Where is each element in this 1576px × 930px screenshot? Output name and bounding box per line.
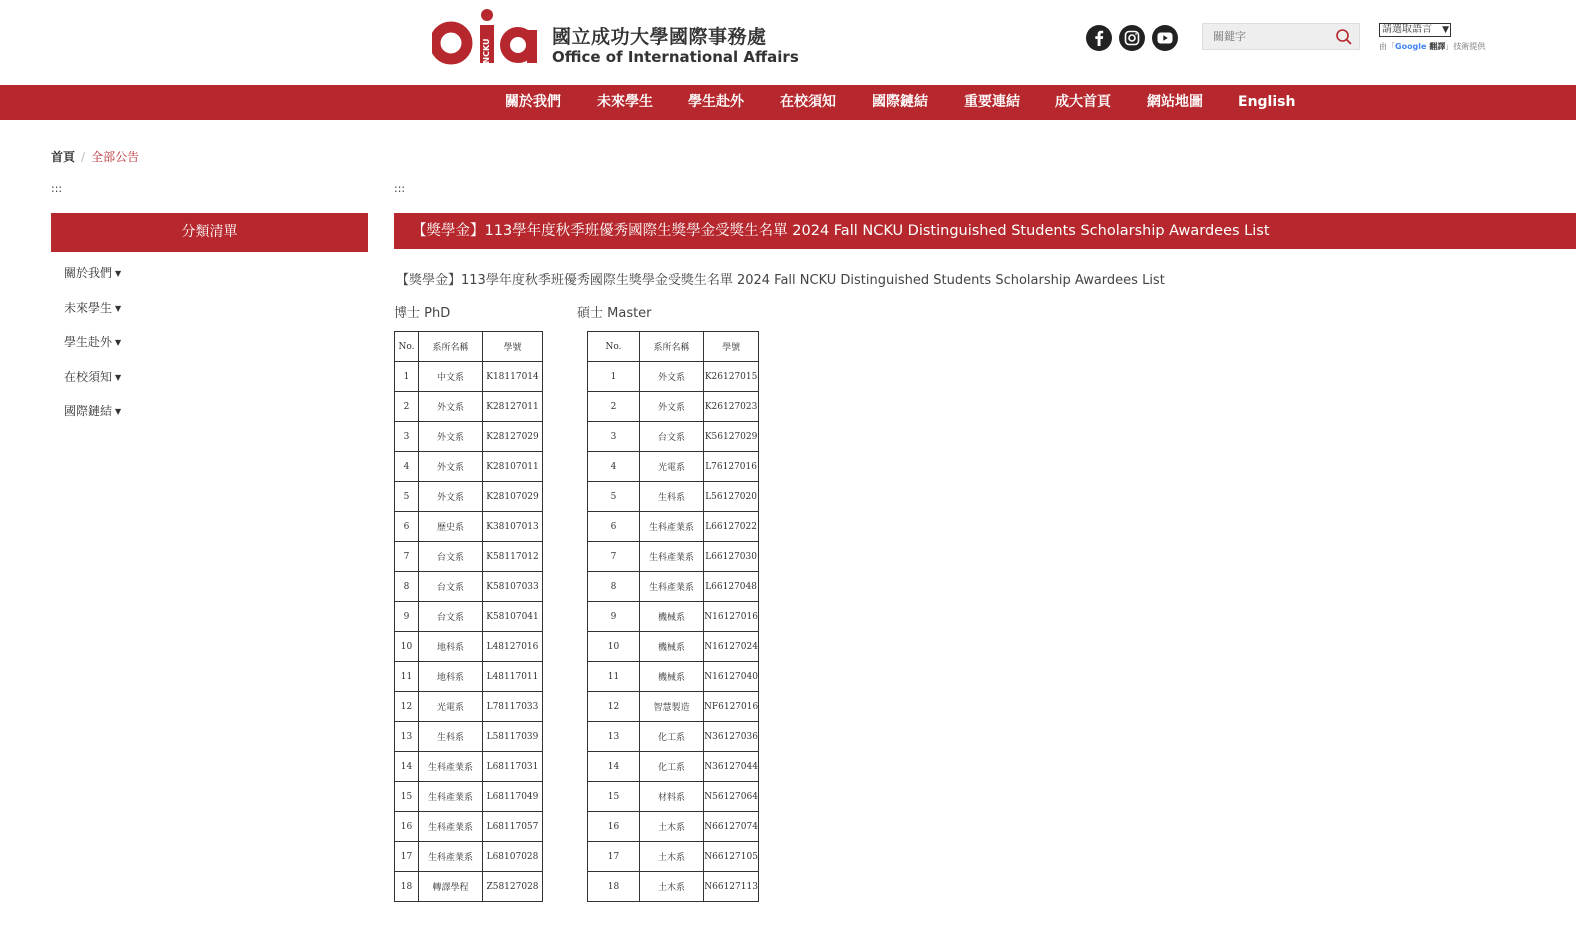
main-nav	[0, 85, 1576, 120]
student-id-cell: K18117014	[483, 362, 543, 392]
student-id-cell: K26127015	[704, 362, 759, 392]
row-number: 4	[395, 452, 419, 482]
credit-prefix: 由「	[1379, 42, 1395, 51]
row-number: 5	[588, 482, 640, 512]
department-cell: 土木系	[640, 872, 704, 902]
row-number: 2	[395, 392, 419, 422]
row-number: 1	[395, 362, 419, 392]
google-logo-text: Google	[1395, 42, 1427, 51]
chevron-down-icon: ▼	[1442, 25, 1449, 35]
row-number: 11	[588, 662, 640, 692]
row-number: 9	[395, 602, 419, 632]
department-cell: 化工系	[640, 752, 704, 782]
table-row	[588, 392, 759, 422]
youtube-icon	[1157, 32, 1173, 44]
department-cell: 外文系	[419, 482, 483, 512]
column-header: 系所名稱	[419, 332, 483, 362]
department-cell: 化工系	[640, 722, 704, 752]
sidebar-item-label: 未來學生	[64, 301, 113, 315]
master-awardee-table	[587, 331, 759, 902]
nav-about[interactable]: 關於我們	[505, 94, 561, 110]
student-id-cell: N36127036	[704, 722, 759, 752]
nav-on-campus[interactable]: 在校須知	[780, 94, 836, 110]
row-number: 3	[395, 422, 419, 452]
sidebar-item-label: 學生赴外	[64, 335, 113, 349]
department-cell: 外文系	[419, 422, 483, 452]
caret-down-icon: ▼	[115, 338, 122, 347]
row-number: 6	[395, 512, 419, 542]
table-row	[395, 752, 543, 782]
row-number: 15	[588, 782, 640, 812]
column-header: No.	[588, 332, 640, 362]
row-number: 10	[395, 632, 419, 662]
youtube-link[interactable]	[1152, 25, 1178, 51]
logo-ncku-text: NCKU	[482, 38, 491, 64]
table-row	[395, 572, 543, 602]
table-row	[395, 542, 543, 572]
student-id-cell: N56127064	[704, 782, 759, 812]
department-cell: 材料系	[640, 782, 704, 812]
department-cell: 生科系	[419, 722, 483, 752]
search-icon[interactable]	[1335, 28, 1353, 46]
credit-translate[interactable]: 翻譯	[1426, 42, 1446, 51]
breadcrumb	[51, 148, 139, 165]
row-number: 9	[588, 602, 640, 632]
department-cell: 生科系	[640, 482, 704, 512]
department-cell: 光電系	[640, 452, 704, 482]
oia-logo[interactable]	[432, 8, 538, 68]
master-table-label: 碩士 Master	[577, 306, 652, 321]
student-id-cell: Z58127028	[483, 872, 543, 902]
row-number: 8	[588, 572, 640, 602]
nav-important-links[interactable]: 重要連結	[964, 94, 1020, 110]
student-id-cell: L68107028	[483, 842, 543, 872]
department-cell: 外文系	[640, 362, 704, 392]
row-number: 14	[395, 752, 419, 782]
table-row	[588, 362, 759, 392]
table-row	[395, 692, 543, 722]
table-row	[588, 692, 759, 722]
row-number: 8	[395, 572, 419, 602]
row-number: 7	[588, 542, 640, 572]
student-id-cell: N36127044	[704, 752, 759, 782]
table-row	[588, 782, 759, 812]
table-row	[588, 662, 759, 692]
row-number: 2	[588, 392, 640, 422]
instagram-icon	[1124, 30, 1140, 46]
department-cell: 生科產業系	[419, 752, 483, 782]
department-cell: 光電系	[419, 692, 483, 722]
table-row	[588, 722, 759, 752]
row-number: 16	[588, 812, 640, 842]
row-number: 6	[588, 512, 640, 542]
student-id-cell: L68117031	[483, 752, 543, 782]
student-id-cell: L66127022	[704, 512, 759, 542]
nav-global-links[interactable]: 國際鏈結	[872, 94, 928, 110]
credit-suffix: 」技術提供	[1445, 42, 1486, 51]
nav-sitemap[interactable]: 網站地圖	[1147, 94, 1203, 110]
student-id-cell: K38107013	[483, 512, 543, 542]
department-cell: 生科產業系	[640, 512, 704, 542]
sidebar-item-on-campus[interactable]	[64, 368, 121, 385]
search-input[interactable]	[1203, 24, 1333, 49]
row-number: 18	[395, 872, 419, 902]
table-row	[395, 662, 543, 692]
breadcrumb-separator: /	[81, 150, 86, 164]
table-row	[588, 452, 759, 482]
table-row	[588, 572, 759, 602]
caret-down-icon: ▼	[115, 304, 122, 313]
site-title-en: Office of International Affairs	[552, 48, 799, 66]
nav-outbound[interactable]: 學生赴外	[688, 94, 744, 110]
column-header: 系所名稱	[640, 332, 704, 362]
department-cell: 台文系	[419, 602, 483, 632]
department-cell: 機械系	[640, 632, 704, 662]
row-number: 13	[395, 722, 419, 752]
student-id-cell: K58107041	[483, 602, 543, 632]
facebook-link[interactable]	[1086, 25, 1112, 51]
department-cell: 外文系	[419, 452, 483, 482]
department-cell: 台文系	[419, 572, 483, 602]
sidebar-item-outbound[interactable]	[64, 333, 121, 350]
caret-down-icon: ▼	[115, 269, 122, 278]
department-cell: 外文系	[419, 392, 483, 422]
row-number: 7	[395, 542, 419, 572]
student-id-cell: L48127016	[483, 632, 543, 662]
table-row	[395, 782, 543, 812]
column-header: 學號	[704, 332, 759, 362]
student-id-cell: K28127011	[483, 392, 543, 422]
nav-ncku-home[interactable]: 成大首頁	[1055, 94, 1111, 110]
breadcrumb-current: 全部公告	[91, 150, 140, 164]
breadcrumb-home[interactable]: 首頁	[51, 150, 76, 164]
row-number: 12	[588, 692, 640, 722]
row-number: 17	[588, 842, 640, 872]
article-subtitle: 【獎學金】113學年度秋季班優秀國際生獎學金受獎生名單 2024 Fall NCKU Distinguished Students Scholarship Awardees List	[396, 273, 1165, 288]
row-number: 11	[395, 662, 419, 692]
student-id-cell: N16127040	[704, 662, 759, 692]
student-id-cell: L78117033	[483, 692, 543, 722]
sidebar-item-about[interactable]	[64, 264, 121, 281]
student-id-cell: K28127029	[483, 422, 543, 452]
language-select[interactable]	[1379, 23, 1451, 37]
accesskey-sidebar[interactable]: :::	[51, 182, 63, 195]
student-id-cell: K28107029	[483, 482, 543, 512]
table-row	[588, 422, 759, 452]
table-row	[395, 362, 543, 392]
student-id-cell: L76127016	[704, 452, 759, 482]
student-id-cell: L66127030	[704, 542, 759, 572]
department-cell: 生科產業系	[419, 812, 483, 842]
row-number: 1	[588, 362, 640, 392]
department-cell: 台文系	[640, 422, 704, 452]
table-header-row	[395, 332, 543, 362]
student-id-cell: L48117011	[483, 662, 543, 692]
student-id-cell: N66127105	[704, 842, 759, 872]
student-id-cell: K26127023	[704, 392, 759, 422]
phd-awardee-table	[394, 331, 543, 902]
sidebar-item-label: 關於我們	[64, 266, 113, 280]
student-id-cell: L66127048	[704, 572, 759, 602]
search-box	[1202, 23, 1360, 50]
table-row	[395, 602, 543, 632]
row-number: 15	[395, 782, 419, 812]
facebook-icon	[1092, 30, 1106, 46]
article-title: 【獎學金】113學年度秋季班優秀國際生獎學金受獎生名單 2024 Fall NCKU Distinguished Students Scholarship Awardees List	[394, 213, 1576, 249]
table-row	[588, 632, 759, 662]
student-id-cell: N66127113	[704, 872, 759, 902]
department-cell: 智慧製造	[640, 692, 704, 722]
student-id-cell: K28107011	[483, 452, 543, 482]
oia-logo-graphic	[432, 8, 538, 68]
table-header-row	[588, 332, 759, 362]
department-cell: 機械系	[640, 662, 704, 692]
sidebar-item-label: 在校須知	[64, 370, 113, 384]
instagram-link[interactable]	[1119, 25, 1145, 51]
department-cell: 外文系	[640, 392, 704, 422]
table-row	[395, 722, 543, 752]
caret-down-icon: ▼	[115, 407, 122, 416]
department-cell: 歷史系	[419, 512, 483, 542]
table-row	[588, 812, 759, 842]
row-number: 16	[395, 812, 419, 842]
table-row	[395, 842, 543, 872]
accesskey-main[interactable]: :::	[394, 182, 406, 195]
department-cell: 生科產業系	[640, 542, 704, 572]
table-row	[588, 482, 759, 512]
department-cell: 生科產業系	[640, 572, 704, 602]
sidebar-item-label: 國際鏈結	[64, 404, 113, 418]
table-row	[588, 602, 759, 632]
caret-down-icon: ▼	[115, 373, 122, 382]
department-cell: 台文系	[419, 542, 483, 572]
nav-future-students[interactable]: 未來學生	[597, 94, 653, 110]
row-number: 13	[588, 722, 640, 752]
language-select-value: 請選取語言	[1382, 24, 1432, 35]
department-cell: 土木系	[640, 812, 704, 842]
department-cell: 生科產業系	[419, 782, 483, 812]
department-cell: 機械系	[640, 602, 704, 632]
department-cell: 生科產業系	[419, 842, 483, 872]
table-row	[395, 482, 543, 512]
student-id-cell: NF6127016	[704, 692, 759, 722]
row-number: 18	[588, 872, 640, 902]
department-cell: 地科系	[419, 662, 483, 692]
table-row	[588, 512, 759, 542]
table-row	[395, 872, 543, 902]
table-row	[395, 512, 543, 542]
sidebar-item-global-links[interactable]	[64, 402, 121, 419]
column-header: 學號	[483, 332, 543, 362]
table-row	[588, 542, 759, 572]
sidebar-heading: 分類清單	[51, 213, 368, 252]
row-number: 4	[588, 452, 640, 482]
table-row	[588, 752, 759, 782]
table-row	[395, 812, 543, 842]
nav-english[interactable]: English	[1238, 94, 1296, 110]
site-title-zh: 國立成功大學國際事務處	[552, 26, 767, 48]
student-id-cell: N66127074	[704, 812, 759, 842]
department-cell: 地科系	[419, 632, 483, 662]
table-row	[395, 632, 543, 662]
student-id-cell: L68117057	[483, 812, 543, 842]
phd-table-label: 博士 PhD	[394, 306, 451, 321]
table-row	[395, 392, 543, 422]
student-id-cell: N16127024	[704, 632, 759, 662]
student-id-cell: L56127020	[704, 482, 759, 512]
row-number: 17	[395, 842, 419, 872]
row-number: 14	[588, 752, 640, 782]
department-cell: 中文系	[419, 362, 483, 392]
student-id-cell: K56127029	[704, 422, 759, 452]
row-number: 10	[588, 632, 640, 662]
student-id-cell: K58107033	[483, 572, 543, 602]
department-cell: 土木系	[640, 842, 704, 872]
department-cell: 轉譯學程	[419, 872, 483, 902]
sidebar-item-future-students[interactable]	[64, 299, 121, 316]
table-row	[395, 452, 543, 482]
table-row	[588, 872, 759, 902]
google-translate-credit	[1379, 41, 1485, 52]
student-id-cell: L58117039	[483, 722, 543, 752]
row-number: 3	[588, 422, 640, 452]
student-id-cell: L68117049	[483, 782, 543, 812]
student-id-cell: K58117012	[483, 542, 543, 572]
student-id-cell: N16127016	[704, 602, 759, 632]
table-row	[588, 842, 759, 872]
column-header: No.	[395, 332, 419, 362]
row-number: 12	[395, 692, 419, 722]
table-row	[395, 422, 543, 452]
row-number: 5	[395, 482, 419, 512]
